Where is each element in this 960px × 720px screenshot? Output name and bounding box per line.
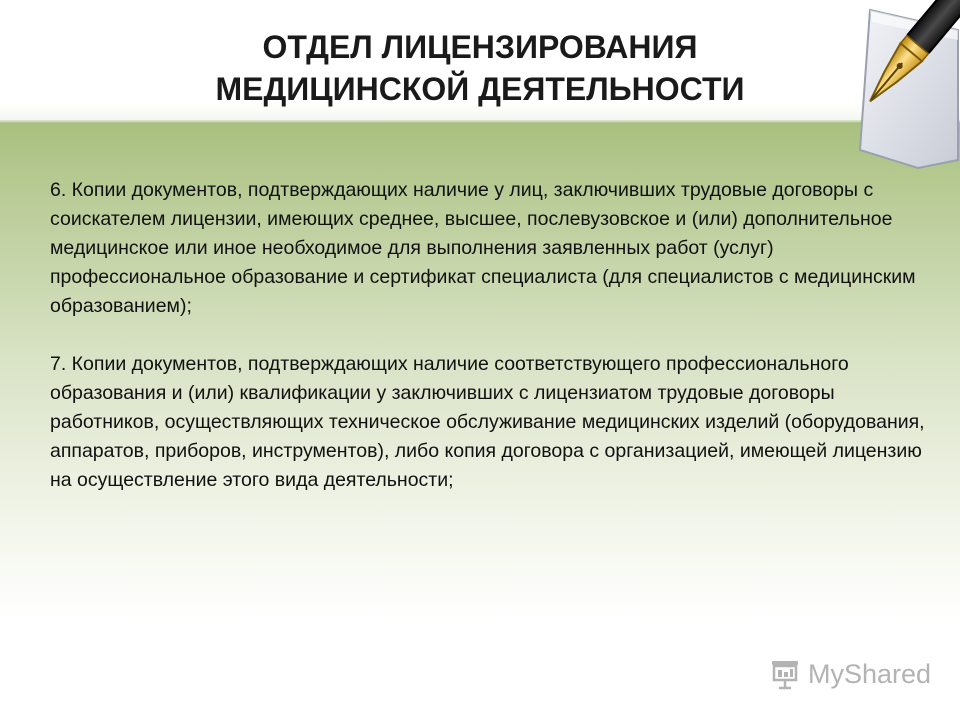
slide-title	[120, 26, 840, 110]
myshared-logo	[768, 656, 931, 692]
fountain-pen-icon	[800, 0, 960, 170]
paragraph-7: 7. Копии документов, подтверждающих наличие соответствующего профессионального образования и (или) квалификации у заключивших с лицензиатом трудовые договоры работников, осуществляющих техническое обслуживание медицинских изделий (оборудования, аппаратов, приборов, инструментов), либо копия договора с организацией, имеющей лицензию на осуществление этого вида деятельности;	[50, 353, 925, 491]
title-line-1: ОТДЕЛ ЛИЦЕНЗИРОВАНИЯ	[262, 29, 698, 65]
slide-body	[50, 176, 930, 495]
projector-screen-icon	[768, 657, 802, 691]
logo-text: MyShared	[808, 658, 932, 689]
title-line-2: МЕДИЦИНСКОЙ ДЕЯТЕЛЬНОСТИ	[215, 71, 745, 107]
paragraph-6: 6. Копии документов, подтверждающих наличие у лиц, заключивших трудовые договоры с соискателем лицензии, имеющих среднее, высшее, послевузовское и (или) дополнительное медицинское или иное необходимое для выполнения заявленных работ (услуг) профессиональное образование и сертификат специалиста (для специалистов с медицинским образованием);	[50, 179, 916, 317]
